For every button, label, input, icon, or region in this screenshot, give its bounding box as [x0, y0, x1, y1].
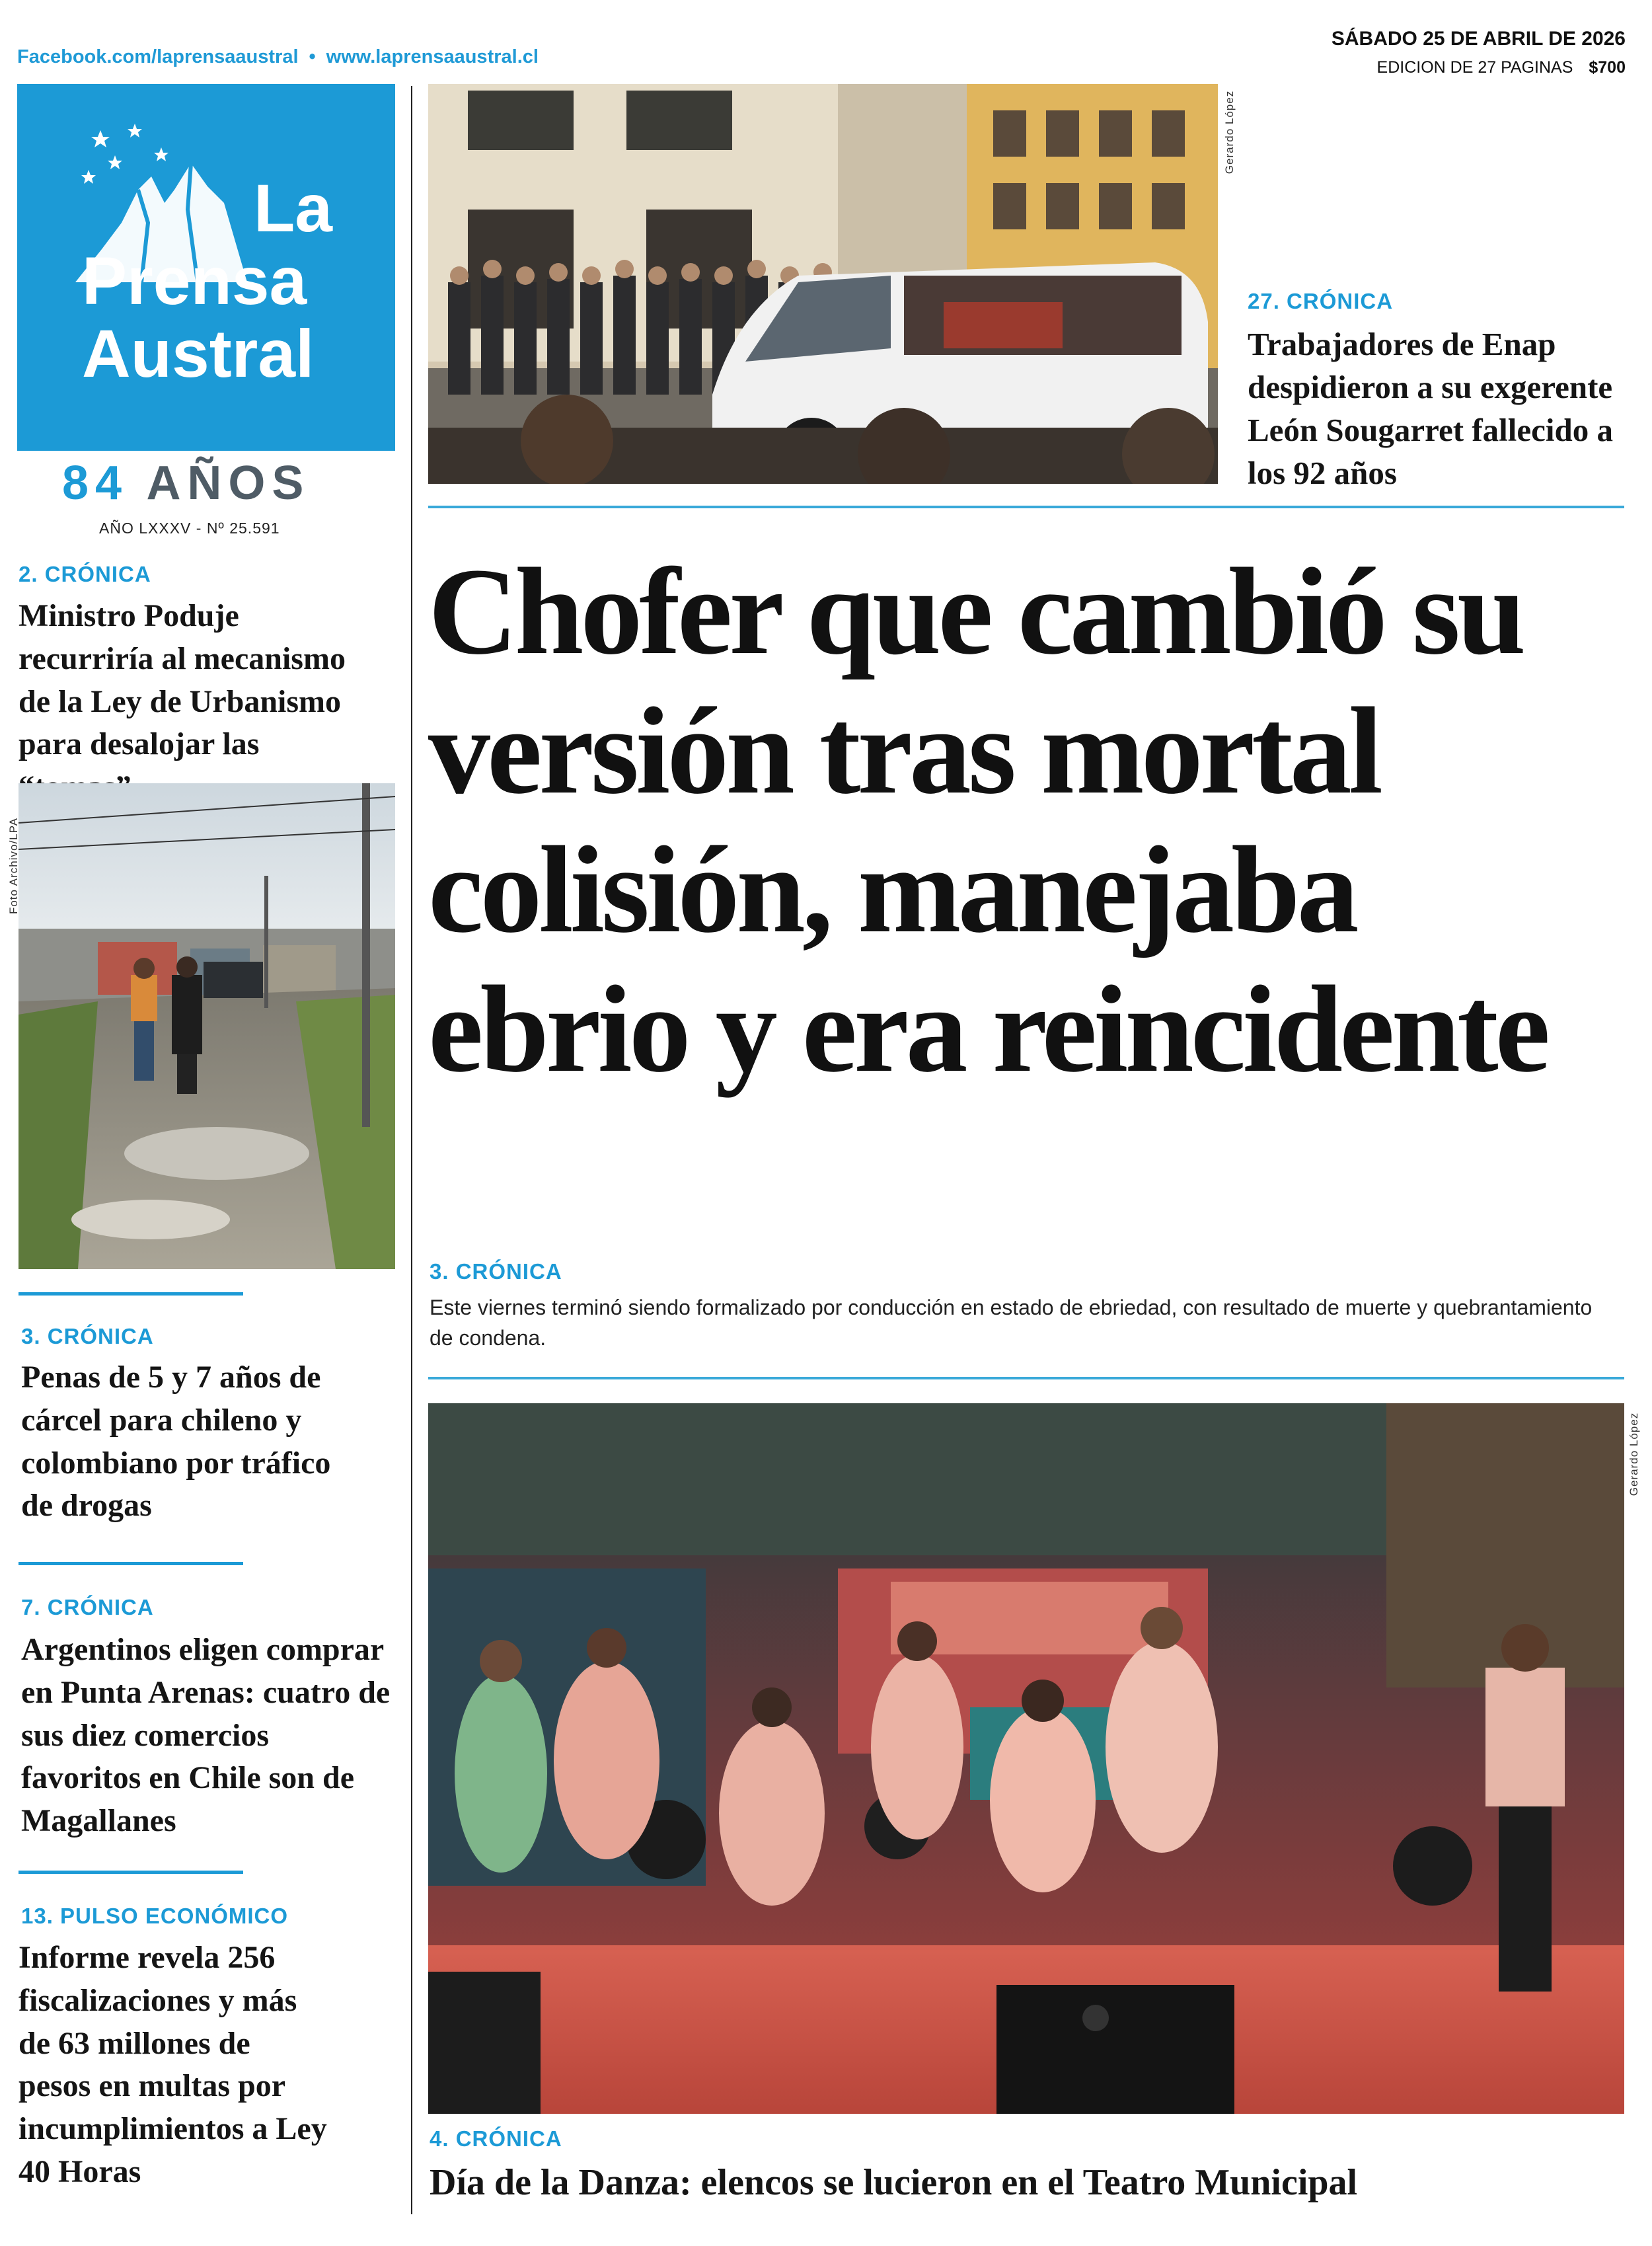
- top-story-section: 27. CRÓNICA: [1248, 289, 1394, 313]
- horizontal-rule: [428, 506, 1624, 508]
- issue-date: SÁBADO 25 DE ABRIL DE 2026: [1331, 28, 1626, 50]
- brief-title-1[interactable]: Ministro Poduje recurriría al mecanismo de la Ley de Urbanismo para desalojar las: [19, 598, 346, 762]
- top-photo-credit: Gerardo López: [1223, 90, 1236, 174]
- issue-number: AÑO LXXXV - Nº 25.591: [99, 520, 280, 537]
- anniversary-badge: 84 AÑOS: [62, 457, 311, 510]
- logo-line-3: Austral: [82, 316, 315, 391]
- masthead-links: [17, 46, 645, 68]
- edition-pages: EDICION DE 27 PAGINAS: [1376, 58, 1573, 77]
- brief-title-2[interactable]: Penas de 5 y 7 años de cárcel para chileno y colombiano por tráfico de drogas: [21, 1360, 331, 1524]
- bullet-separator: •: [309, 46, 316, 67]
- separator: [19, 1292, 243, 1296]
- edition-info: [1229, 58, 1626, 77]
- separator: [19, 1562, 243, 1565]
- separator: [19, 1871, 243, 1874]
- newspaper-logo[interactable]: [17, 84, 395, 451]
- bottom-story-section: 4. CRÓNICA: [430, 2126, 562, 2151]
- column-divider: [411, 86, 412, 2214]
- bottom-photo-credit: Gerardo López: [1628, 1412, 1641, 1496]
- brief-section-4: 13. PULSO ECONÓMICO: [21, 1904, 289, 1928]
- brief-section-1: 2. CRÓNICA: [19, 562, 151, 586]
- logo-line-2: Prensa: [82, 243, 307, 319]
- logo-line-1: La: [254, 171, 333, 246]
- website-link[interactable]: www.laprensaaustral.cl: [326, 46, 539, 67]
- brief-section-2: 3. CRÓNICA: [21, 1324, 154, 1348]
- left-photo-credit: Foto Archivo/LPA: [7, 817, 20, 915]
- main-story-section: 3. CRÓNICA: [430, 1259, 562, 1284]
- street-photo: [19, 783, 395, 1269]
- brief-title-4[interactable]: Informe revela 256 fiscalizaciones y más de 63 millones de pesos en multas por incumplimientos a Ley 40 Horas: [19, 1940, 327, 2189]
- brief-title-3[interactable]: Argentinos eligen comprar en Punta Arenas: cuatro de sus diez comercios favoritos en Chile son de Magallanes: [21, 1632, 391, 1839]
- facebook-link[interactable]: Facebook.com/laprensaaustral: [17, 46, 299, 67]
- dance-photo: [428, 1403, 1624, 2114]
- horizontal-rule: [428, 1377, 1624, 1379]
- hearse-photo: [428, 84, 1218, 484]
- bottom-story-title[interactable]: Día de la Danza: elencos se lucieron en el Teatro Municipal: [430, 2162, 1358, 2203]
- main-headline[interactable]: Chofer que cambió su versión tras mortal colisión, manejaba ebrio y era reincidente: [428, 542, 1548, 1098]
- brief-section-3: 7. CRÓNICA: [21, 1595, 154, 1619]
- main-story-lead: Este viernes terminó siendo formalizado por conducción en estado de ebriedad, con resultado de muerte y quebrantamiento de condena.: [430, 1296, 1593, 1350]
- price: $700: [1589, 58, 1626, 77]
- top-story-title[interactable]: Trabajadores de Enap despidieron a su exgerente León Sougarret fallecido a los 92 años: [1248, 326, 1614, 492]
